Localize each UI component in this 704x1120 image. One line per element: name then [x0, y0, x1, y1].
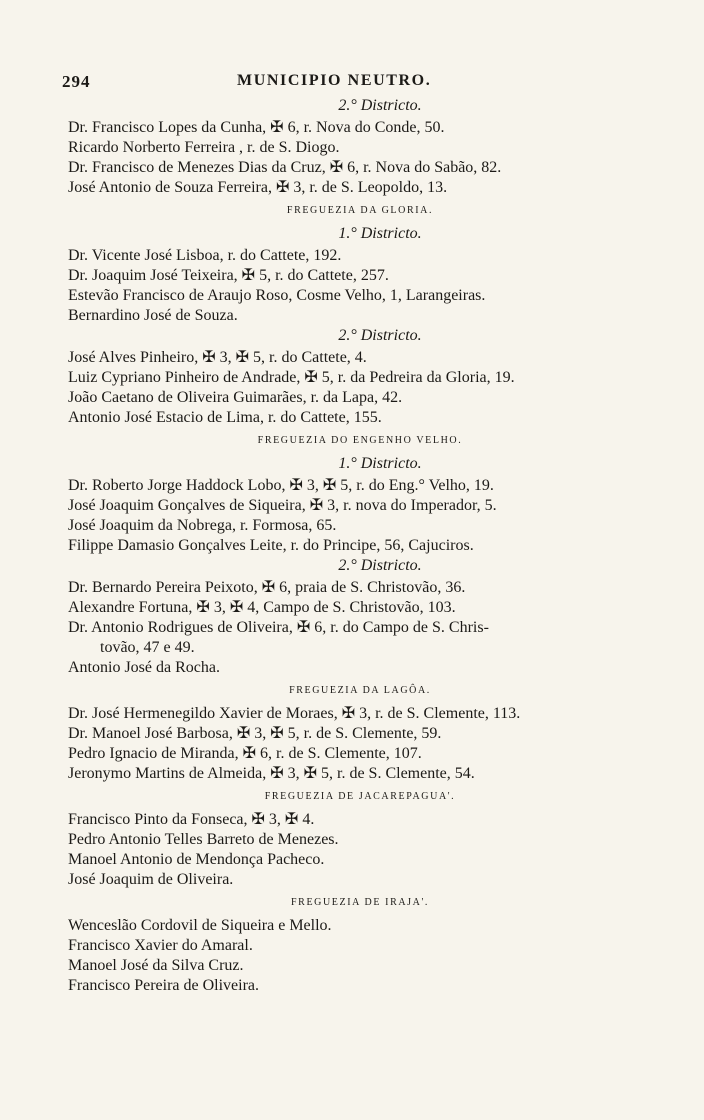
entry-line: Antonio José Estacio de Lima, r. do Cattete, 155.	[68, 409, 382, 426]
page-body	[68, 96, 652, 996]
parish-heading: FREGUEZIA DO ENGENHO VELHO.	[257, 435, 463, 446]
entry-line: tovão, 47 e 49.	[100, 639, 195, 656]
entry-line: Dr. Bernardo Pereira Peixoto, ✠ 6, praia de S. Christovão, 36.	[68, 579, 466, 596]
entry-line: Filippe Damasio Gonçalves Leite, r. do Principe, 56, Cajuciros.	[68, 537, 474, 554]
entry-line: Dr. Francisco Lopes da Cunha, ✠ 6, r. Nova do Conde, 50.	[68, 119, 445, 136]
entry-line: Bernardino José de Souza.	[68, 307, 238, 324]
entry-line: José Antonio de Souza Ferreira, ✠ 3, r. de S. Leopoldo, 13.	[68, 179, 448, 196]
entry-line: José Joaquim de Oliveira.	[68, 871, 234, 888]
entry-line: Manoel Antonio de Mendonça Pacheco.	[68, 851, 325, 868]
entry-line: Dr. Roberto Jorge Haddock Lobo, ✠ 3, ✠ 5, r. do Eng.° Velho, 19.	[68, 477, 494, 494]
entry-line: José Joaquim Gonçalves de Siqueira, ✠ 3, r. nova do Imperador, 5.	[68, 497, 497, 514]
entry-line: Luiz Cypriano Pinheiro de Andrade, ✠ 5, r. da Pedreira da Gloria, 19.	[68, 369, 515, 386]
entry-line: Dr. Francisco de Menezes Dias da Cruz, ✠ 6, r. Nova do Sabão, 82.	[68, 159, 502, 176]
district-heading: 2.° Districto.	[338, 97, 422, 114]
entry-line: Jeronymo Martins de Almeida, ✠ 3, ✠ 5, r. de S. Clemente, 54.	[68, 765, 475, 782]
entry-line: Ricardo Norberto Ferreira , r. de S. Diogo.	[68, 139, 340, 156]
entry-line: José Joaquim da Nobrega, r. Formosa, 65.	[68, 517, 337, 534]
entry-line: Manoel José da Silva Cruz.	[68, 957, 244, 974]
entry-line: Estevão Francisco de Araujo Roso, Cosme Velho, 1, Larangeiras.	[68, 287, 486, 304]
entry-line: Dr. Vicente José Lisboa, r. do Cattete, 192.	[68, 247, 342, 264]
parish-heading: FREGUEZIA DE JACAREPAGUA'.	[264, 791, 456, 802]
parish-heading: FREGUEZIA DE IRAJA'.	[291, 897, 429, 908]
entry-line: Dr. José Hermenegildo Xavier de Moraes, ✠ 3, r. de S. Clemente, 113.	[68, 705, 521, 722]
entry-line: Pedro Ignacio de Miranda, ✠ 6, r. de S. Clemente, 107.	[68, 745, 422, 762]
entry-line: Pedro Antonio Telles Barreto de Menezes.	[68, 831, 339, 848]
parish-heading: FREGUEZIA DA LAGÔA.	[289, 685, 431, 696]
entry-line: Dr. Manoel José Barbosa, ✠ 3, ✠ 5, r. de S. Clemente, 59.	[68, 725, 442, 742]
page-number: 294	[62, 72, 91, 91]
entry-line: Alexandre Fortuna, ✠ 3, ✠ 4, Campo de S. Christovão, 103.	[68, 599, 456, 616]
district-heading: 1.° Districto.	[338, 455, 422, 472]
entry-line: Dr. Antonio Rodrigues de Oliveira, ✠ 6, r. do Campo de S. Chris-	[68, 619, 489, 636]
parish-heading: FREGUEZIA DA GLORIA.	[286, 205, 434, 216]
entry-line: Wenceslão Cordovil de Siqueira e Mello.	[68, 917, 332, 934]
entry-line: José Alves Pinheiro, ✠ 3, ✠ 5, r. do Cattete, 4.	[68, 349, 367, 366]
district-heading: 2.° Districto.	[338, 557, 422, 574]
entry-line: Francisco Pinto da Fonseca, ✠ 3, ✠ 4.	[68, 811, 315, 828]
running-head: MUNICIPIO NEUTRO.	[237, 72, 432, 89]
district-heading: 2.° Districto.	[338, 327, 422, 344]
entry-line: Antonio José da Rocha.	[68, 659, 220, 676]
entry-line: Francisco Pereira de Oliveira.	[68, 977, 260, 994]
entry-line: Francisco Xavier do Amaral.	[68, 937, 253, 954]
entry-line: João Caetano de Oliveira Guimarães, r. da Lapa, 42.	[68, 389, 403, 406]
district-heading: 1.° Districto.	[338, 225, 422, 242]
entry-line: Dr. Joaquim José Teixeira, ✠ 5, r. do Cattete, 257.	[68, 267, 389, 284]
page-header	[62, 72, 622, 96]
